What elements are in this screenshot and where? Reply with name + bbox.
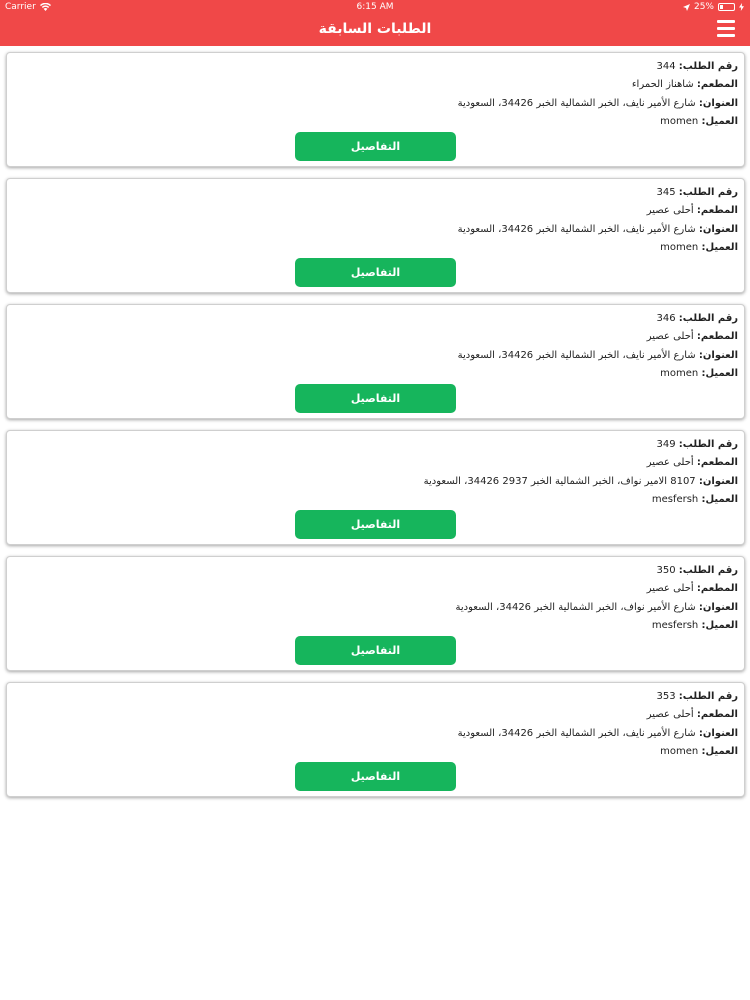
restaurant-label: المطعم:	[696, 205, 738, 217]
customer-row	[13, 491, 738, 509]
details-button[interactable]: التفاصيل	[295, 384, 456, 413]
order-number-value: 349	[656, 439, 676, 450]
page-title: الطلبات السابقة	[318, 21, 432, 37]
restaurant-value: أحلى عصير	[646, 583, 694, 595]
restaurant-row	[13, 76, 738, 94]
order-number-row	[13, 562, 738, 580]
customer-row	[13, 239, 738, 257]
address-row	[13, 221, 738, 239]
order-number-label: رقم الطلب:	[678, 313, 738, 324]
status-bar	[0, 0, 750, 15]
order-number-value: 346	[656, 313, 676, 324]
order-info	[13, 310, 738, 383]
customer-value: momen	[660, 241, 699, 253]
customer-value: mesfersh	[651, 493, 699, 505]
address-label: العنوان:	[698, 601, 738, 613]
address-label: العنوان:	[698, 349, 738, 361]
order-info	[13, 436, 738, 509]
customer-row	[13, 365, 738, 383]
restaurant-value: أحلى عصير	[646, 709, 694, 721]
order-number-row	[13, 58, 738, 76]
battery-fill	[720, 5, 723, 9]
order-number-value: 353	[656, 691, 676, 702]
order-info	[13, 58, 738, 131]
restaurant-label: المطعم:	[696, 331, 738, 343]
order-number-row	[13, 310, 738, 328]
address-label: العنوان:	[698, 727, 738, 739]
restaurant-row	[13, 706, 738, 724]
restaurant-value: شاهناز الحمراء	[631, 79, 694, 91]
order-card	[6, 304, 745, 419]
order-number-value: 344	[656, 61, 676, 72]
customer-label: العميل:	[701, 367, 738, 379]
order-number-label: رقم الطلب:	[678, 691, 738, 702]
address-row	[13, 599, 738, 617]
address-row	[13, 95, 738, 113]
order-info	[13, 184, 738, 257]
hamburger-menu-icon[interactable]	[717, 20, 735, 37]
customer-row	[13, 617, 738, 635]
restaurant-label: المطعم:	[696, 583, 738, 595]
restaurant-row	[13, 454, 738, 472]
customer-value: momen	[660, 745, 699, 757]
order-card	[6, 178, 745, 293]
charging-bolt-icon	[739, 3, 744, 11]
customer-row	[13, 743, 738, 761]
menu-line	[717, 34, 735, 37]
customer-label: العميل:	[701, 115, 738, 127]
order-card	[6, 682, 745, 797]
battery-icon	[718, 3, 735, 11]
order-number-label: رقم الطلب:	[678, 439, 738, 450]
status-right	[683, 2, 744, 12]
address-row	[13, 473, 738, 491]
customer-label: العميل:	[701, 619, 738, 631]
restaurant-label: المطعم:	[696, 709, 738, 721]
carrier-label: Carrier	[5, 2, 36, 12]
order-number-label: رقم الطلب:	[678, 565, 738, 576]
details-button[interactable]: التفاصيل	[295, 132, 456, 161]
address-label: العنوان:	[698, 223, 738, 235]
customer-value: momen	[660, 367, 699, 379]
address-label: العنوان:	[698, 97, 738, 109]
address-value: شارع الأمير نايف، الخبر الشمالية الخبر 34426، السعودية	[457, 97, 696, 109]
details-button[interactable]: التفاصيل	[295, 258, 456, 287]
order-card	[6, 556, 745, 671]
details-button[interactable]: التفاصيل	[295, 762, 456, 791]
customer-row	[13, 113, 738, 131]
orders-list	[6, 52, 745, 808]
restaurant-row	[13, 328, 738, 346]
details-button[interactable]: التفاصيل	[295, 636, 456, 665]
address-value: شارع الأمير نايف، الخبر الشمالية الخبر 34426، السعودية	[457, 349, 696, 361]
menu-line	[717, 20, 735, 23]
customer-label: العميل:	[701, 745, 738, 757]
restaurant-value: أحلى عصير	[646, 331, 694, 343]
restaurant-label: المطعم:	[696, 457, 738, 469]
customer-label: العميل:	[701, 493, 738, 505]
customer-value: mesfersh	[651, 619, 699, 631]
order-number-value: 345	[656, 187, 676, 198]
order-card	[6, 52, 745, 167]
location-arrow-icon	[683, 4, 690, 11]
address-value: شارع الأمير نايف، الخبر الشمالية الخبر 34426، السعودية	[457, 223, 696, 235]
status-time: 6:15 AM	[356, 2, 394, 12]
restaurant-value: أحلى عصير	[646, 205, 694, 217]
customer-value: momen	[660, 115, 699, 127]
address-value: شارع الأمير نايف، الخبر الشمالية الخبر 34426، السعودية	[457, 727, 696, 739]
order-info	[13, 688, 738, 761]
restaurant-row	[13, 580, 738, 598]
order-card	[6, 430, 745, 545]
address-row	[13, 347, 738, 365]
customer-label: العميل:	[701, 241, 738, 253]
restaurant-row	[13, 202, 738, 220]
order-number-value: 350	[656, 565, 676, 576]
address-label: العنوان:	[698, 475, 738, 487]
address-value: شارع الأمير نواف، الخبر الشمالية الخبر 34426، السعودية	[455, 601, 696, 613]
app-header	[0, 0, 750, 46]
order-number-label: رقم الطلب:	[678, 187, 738, 198]
order-info	[13, 562, 738, 635]
order-number-row	[13, 184, 738, 202]
menu-line	[717, 27, 735, 30]
order-number-label: رقم الطلب:	[678, 61, 738, 72]
address-row	[13, 725, 738, 743]
details-button[interactable]: التفاصيل	[295, 510, 456, 539]
battery-percent: 25%	[693, 2, 714, 12]
restaurant-label: المطعم:	[696, 79, 738, 91]
restaurant-value: أحلى عصير	[646, 457, 694, 469]
address-value: 8107 الامير نواف، الخبر الشمالية الخبر 2937 34426، السعودية	[423, 475, 696, 487]
order-number-row	[13, 688, 738, 706]
order-number-row	[13, 436, 738, 454]
